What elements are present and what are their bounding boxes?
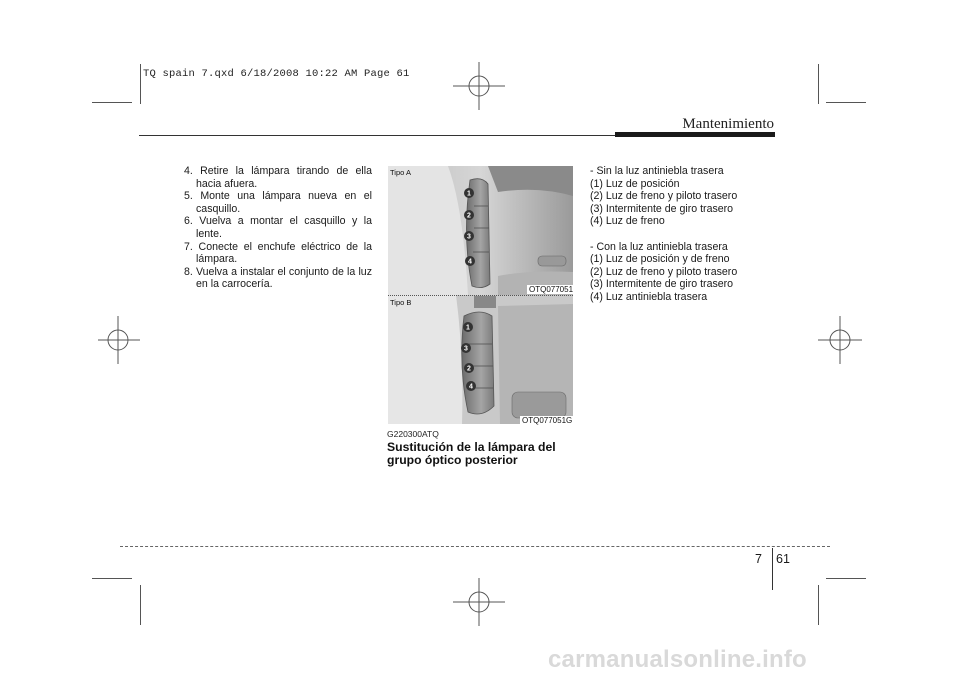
marker-b-2: 2 xyxy=(467,365,471,373)
step-item: 7. Conecte el enchufe eléctrico de la lámpara. xyxy=(184,240,372,266)
figure-type-b-label: Tipo B xyxy=(390,298,412,307)
marker-a-2: 2 xyxy=(467,212,471,220)
marker-a-4: 4 xyxy=(468,258,472,266)
footer-rule xyxy=(120,546,830,547)
legend-item: (1) Luz de posición xyxy=(590,177,680,190)
legend-heading-with-fog: - Con la luz antiniebla trasera xyxy=(590,240,728,253)
page-number: 61 xyxy=(776,552,790,566)
step-item: 6. Vuelva a montar el casquillo y la lente. xyxy=(184,215,372,240)
steps-list xyxy=(184,165,372,291)
section-header-title: Mantenimiento xyxy=(682,116,774,132)
legend-item: (3) Intermitente de giro trasero xyxy=(590,278,734,291)
step-item: 4. Retire la lámpara tirando de ella hacia afuera. xyxy=(184,165,372,190)
step-item: 5. Monte una lámpara nueva en el casquillo. xyxy=(184,190,372,215)
footer-separator xyxy=(772,548,773,590)
header-rule-accent xyxy=(615,132,775,137)
legend-item: (3) Intermitente de giro trasero xyxy=(590,202,734,215)
section-title: Sustitución de la lámpara del grupo óptico posterior xyxy=(387,440,556,467)
chapter-number: 7 xyxy=(755,552,762,566)
figure-divider xyxy=(388,295,573,296)
lamp-legend xyxy=(590,165,790,304)
section-code: G220300ATQ xyxy=(387,429,439,439)
legend-item: (4) Luz de freno xyxy=(590,215,665,228)
legend-item: (4) Luz antiniebla trasera xyxy=(590,290,708,303)
print-slug: TQ spain 7.qxd 6/18/2008 10:22 AM Page 61 xyxy=(143,68,410,80)
watermark: carmanualsonline.info xyxy=(548,646,807,673)
legend-item: (1) Luz de posición y de freno xyxy=(590,253,730,266)
legend-spacer xyxy=(590,228,790,241)
header-rule xyxy=(139,135,615,136)
step-item: 8. Vuelva a instalar el conjunto de la luz en la carrocería. xyxy=(184,265,372,291)
marker-b-1: 1 xyxy=(466,324,470,332)
marker-a-1: 1 xyxy=(467,190,471,198)
marker-b-3: 3 xyxy=(464,345,468,353)
figure-type-a-label: Tipo A xyxy=(390,168,411,177)
legend-item: (2) Luz de freno y piloto trasero xyxy=(590,190,738,203)
marker-a-3: 3 xyxy=(467,233,471,241)
legend-item: (2) Luz de freno y piloto trasero xyxy=(590,265,738,278)
marker-b-4: 4 xyxy=(469,383,473,391)
figure-type-b-code: OTQ077051G xyxy=(522,416,573,425)
legend-heading-without-fog: - Sin la luz antiniebla trasera xyxy=(590,165,724,177)
figure-type-a-code: OTQ077051 xyxy=(529,285,574,294)
